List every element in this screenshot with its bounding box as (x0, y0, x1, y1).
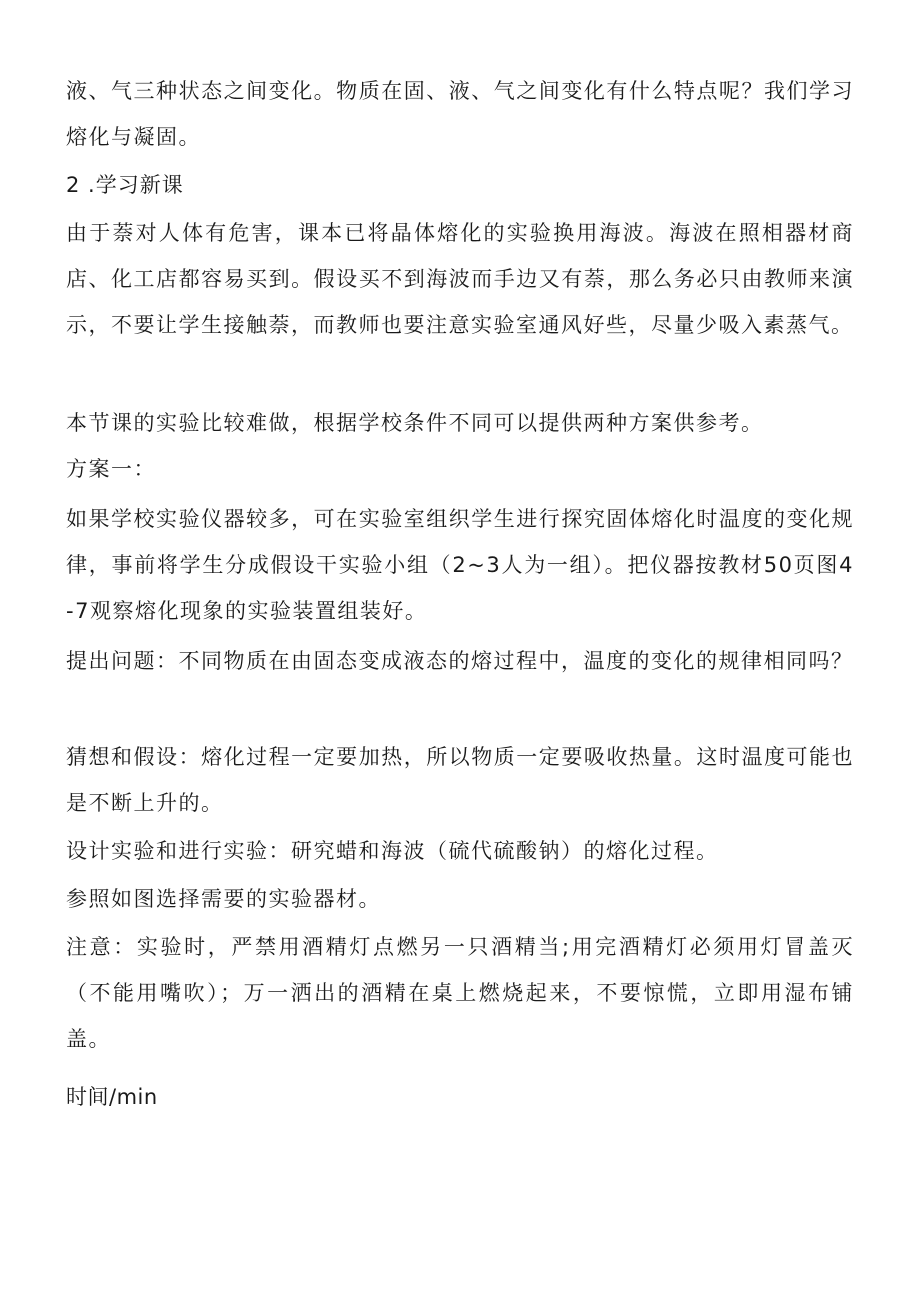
design-paragraph: 设计实验和进行实验：研究蜡和海波（硫代硫酸钠）的熔化过程。 (66, 839, 719, 863)
plan-one-paragraph: 如果学校实验仪器较多，可在实验室组织学生进行探究固体熔化时温度的变化规律，事前将学生分成假设干实验小组（2~3人为一组）。把仪器按教材50页图4-7观察熔化现象的实验装置组装好。 (66, 507, 854, 623)
section-heading: 2 .学习新课 (66, 173, 184, 197)
caution-paragraph: 注意：实验时，严禁用酒精灯点燃另一只酒精当;用完酒精灯必须用灯冒盖灭（不能用嘴吹）；万一洒出的酒精在桌上燃烧起来，不要惊慌，立即用湿布铺盖。 (66, 935, 854, 1051)
equipment-paragraph: 参照如图选择需要的实验器材。 (66, 887, 381, 911)
table-caption: 时间/min (66, 1085, 158, 1109)
plan-one-label: 方案一： (66, 457, 156, 481)
experiment-options-paragraph: 本节课的实验比较难做，根据学校条件不同可以提供两种方案供参考。 (66, 411, 764, 435)
question-paragraph: 提出问题：不同物质在由固态变成液态的熔过程中，温度的变化的规律相同吗？ (66, 649, 854, 673)
hypothesis-paragraph: 猜想和假设：熔化过程一定要加热，所以物质一定要吸收热量。这时温度可能也是不断上升的。 (66, 745, 854, 815)
intro-tail-paragraph: 液、气三种状态之间变化。物质在固、液、气之间变化有什么特点呢？我们学习熔化与凝固。 (66, 79, 854, 149)
naphthalene-note-paragraph: 由于萘对人体有危害，课本已将晶体熔化的实验换用海波。海波在照相器材商店、化工店都容易买到。假设买不到海波而手边又有萘，那么务必只由教师来演示，不要让学生接触萘，而教师也要注意实验室通风好些，尽量少吸入素蒸气。 (66, 221, 854, 337)
